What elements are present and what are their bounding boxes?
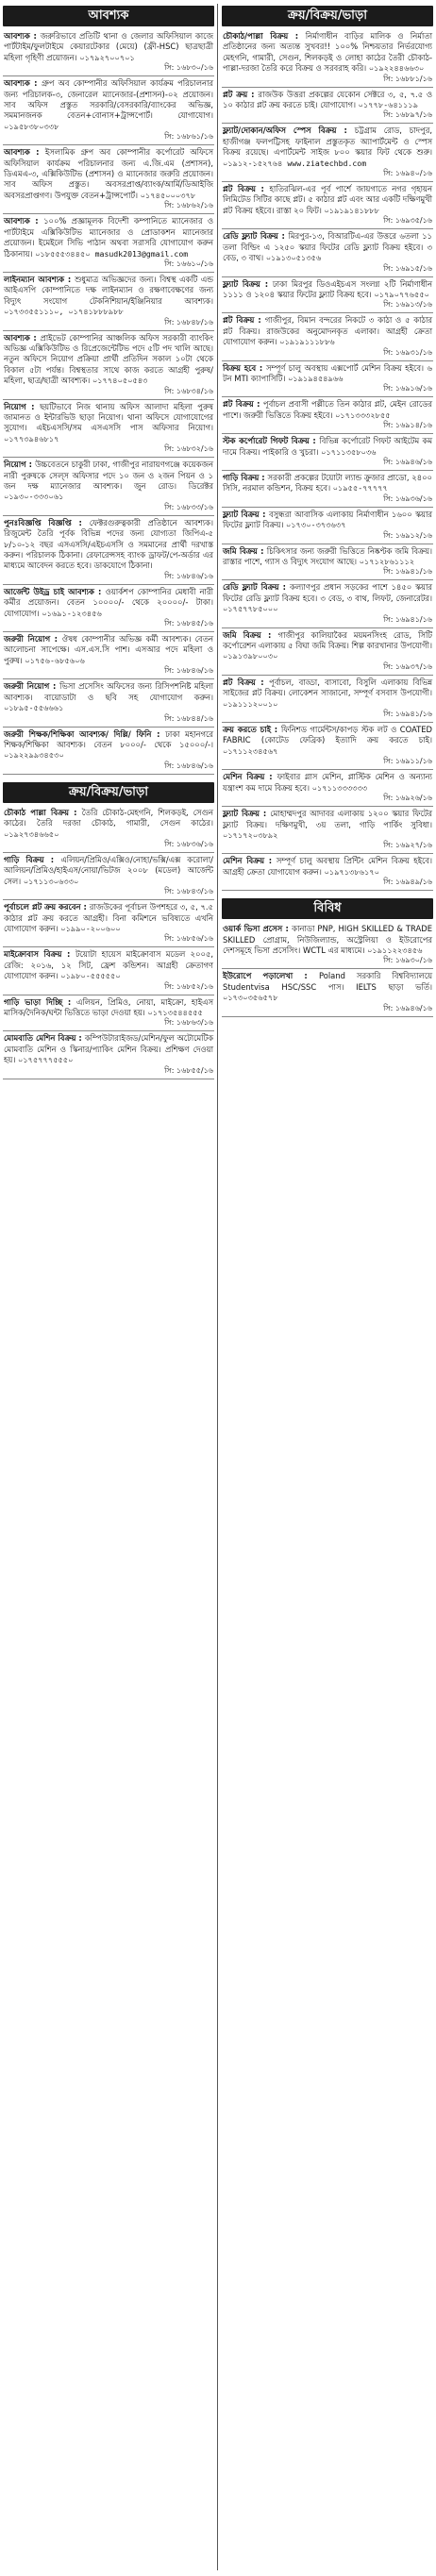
misc-ads-list: [222, 922, 433, 1016]
ad-body: ছয়টিভাবে নিজ থানায় অফিস আলাদা মহিলা পুরুষ জামানত ও ইন্টারভিউ ছাড়া নিয়োগ। থানা অফিসে যোগাযোগের সুযোগ। এইচএসসি/সম এসএসসি পাস অফিসার নিয়োগ।: [4, 401, 213, 433]
ad-title: মোমবাতি মেশিন বিক্রয় :: [4, 1033, 85, 1044]
ad-title: জরুরী শিক্ষক/শিক্ষিকা আবশ্যক/ দিল্লি/ ফিনি :: [4, 728, 166, 739]
ad-reference: সি: ১৬৯২৬/১৬: [383, 794, 432, 803]
ad-reference: সি: ১৬৯১১/১৬: [383, 757, 432, 766]
ad-phone: ০১৭৭৪০৫০৫৪৩: [92, 376, 148, 386]
classified-ad: [3, 632, 214, 679]
ad-body: হাতিরঝিল-এর পূর্ব পার্শে জায়গাতে নগর গৃহায়ন লিমিটেড সিটির কাছে প্লট। ৫ কাঠার প্লট এবং আর একটি দক্ষিণমুখী প্লট বিক্রয় হইবে। রাস্তা ২০ ফিট।: [223, 184, 432, 215]
ad-reference: সি: ১৬৮৩৩/১৬: [164, 502, 213, 511]
ad-reference: সি: ১৬৮৫৬/১৬: [164, 934, 213, 944]
ad-title: বিক্রয় হবে :: [223, 362, 267, 373]
classified-ad: [222, 434, 433, 471]
ad-title: ফ্ল্যাট বিক্রয় :: [223, 509, 269, 519]
classified-ad: [3, 900, 214, 947]
ad-title: আবশ্যক :: [4, 332, 41, 343]
ad-reference: সি: ১৬৮৪৫/১৬: [164, 619, 213, 628]
ad-phone: ০১৯৫৮৩৮০৩৩৮: [4, 121, 59, 131]
ad-body: মিরপুর-১৩, বিআরটিএ-এর উত্তরে ৬তলা ১১ তলা বিল্ডিং এ ১২৫০ স্কয়ার ফিটের রেডি ফ্ল্যাট বিক্রয় হইবে। ৩ বেড, ৩ বাথ।: [223, 231, 432, 263]
ad-reference: সি: ১৬৯১৫/১৬: [383, 263, 432, 273]
classified-ad: [222, 723, 433, 770]
ad-title: জমি বিক্রয় :: [223, 629, 278, 640]
ad-reference: সি: ১৬৮৮১/১৬: [383, 74, 432, 83]
ad-body: ঔষধ কোম্পানীর অভিজ্ঞ কর্মী আবশ্যক। বেতন আলোচনা সাপেক্ষে। এস.এস.সি পাশ। এসআর পদে মহিলা ও পুরুষ।: [4, 634, 213, 665]
ad-phone: ০১৭৫৭৭৭৫৫৫০: [18, 1055, 74, 1065]
ad-email[interactable]: masudk2013@gmail.com: [94, 248, 189, 259]
ad-website[interactable]: www.ziatechbd.com: [287, 158, 367, 168]
classified-ad: [3, 458, 214, 516]
ad-body: ভিসা প্রসেসিং অফিসের জন্য রিসিপশনিষ্ট মহিলা আবশ্যক। বায়োডাটা ও ছবি সহ যোগাযোগ করুন।: [4, 681, 213, 702]
ad-phone: ০১৯১১২২৩৪৫৬: [367, 945, 423, 955]
ad-reference: সি: ১৬৮৩৬/১৬: [164, 839, 213, 848]
ad-phone: ০১৯২৭৩৪৬৬৫০: [4, 828, 59, 839]
ad-reference: সি: ১৬৮৩২/১৬: [164, 444, 213, 454]
classified-ad: [3, 516, 214, 585]
ad-title: মাইক্রোবাস বিক্রয় :: [4, 949, 75, 960]
ad-body: কানাডা PNP, HIGH SKILLED & TRADE SKILLED প্রোগ্রাম, নিউজিল্যান্ড, অস্ট্রেলিয়া ও ইউরোপের দেশসমূহে ভিসা প্রসেসিং। WCTL এর মাধ্যমে।: [223, 924, 432, 955]
ad-title: গাড়ি বিক্রয় :: [4, 854, 61, 864]
ad-phone: ০১৬৯১-১২৩৪৫৬: [42, 608, 102, 618]
classified-ad: [222, 88, 433, 125]
ad-title: জমি বিক্রয় :: [223, 545, 267, 556]
ad-title: প্লট বিক্রয় :: [223, 677, 270, 687]
ad-title: ওয়ার্ক ভিসা প্রসেস :: [223, 924, 293, 934]
classified-ad: [222, 628, 433, 676]
classified-ad: [222, 969, 433, 1016]
ad-title: ফ্ল্যাট বিক্রয় :: [223, 278, 273, 289]
buy-sell-ads-list-left: [3, 806, 214, 1079]
ad-reference: সি: ১৬৯২৭/১৬: [383, 841, 432, 850]
ad-title: পুনঃবিজ্ঞপ্তি বিজ্ঞপ্তি :: [4, 517, 90, 527]
ad-reference: সি: ১৬৮৪৩/১৬: [164, 887, 213, 896]
right-column: [222, 4, 433, 1017]
ad-phone: ০১৭৩০৩৫৬৫৭৮: [223, 993, 278, 1003]
ad-reference: সি: ১৬৮৪৮/১৬: [164, 317, 213, 326]
ad-phone: ০১৯২২৯৯৩৪৫৩০: [4, 750, 64, 761]
ad-phone: ০১৮৯৫-৫৫৬৬৬১: [4, 703, 64, 713]
ad-body: মোহাম্মদপুর আদাবর এলাকায় ১২০০ স্কয়ার ফিটের ফ্ল্যাট বিক্রয়। দক্ষিণমুখী, ৩য় তলা, গাড়ি পার্কিং সুবিধা।: [223, 809, 432, 829]
ad-reference: সি: ১৬৯৩৭/১৬: [383, 661, 432, 671]
ad-reference: সি: ১৬৯৩৫/১৬: [383, 216, 432, 226]
ad-reference: সি: ১৬৯৪৬/১৬: [383, 457, 432, 466]
ad-body: সম্পূর্ণ চালু অবস্থায় এক্সপোর্ট মেশিন বিক্রয় হইবে। ৬ টন MTI ক্যাপাসিটি।: [223, 362, 432, 383]
ad-phone: ০১৯১৩৯৮০০৩০: [223, 651, 278, 661]
ad-phone: ০১৯১১১২০০১০: [223, 698, 278, 709]
classified-ad: [3, 273, 214, 331]
ad-phone: ০১৭১১৩০৬৩৩০: [23, 876, 79, 886]
buy-sell-ads-list-right: [222, 29, 433, 891]
ad-title: স্টক কর্পোরেট গিফট বিক্রয় :: [223, 436, 320, 446]
classified-ad: [3, 853, 214, 900]
ad-phone: ০১৭৫৭৭৮৫০০০: [223, 604, 278, 614]
ad-reference: সি: ১৬৮৯৭/১৬: [383, 110, 432, 120]
ad-title: রেডি ফ্ল্যাট বিক্রয় :: [223, 582, 290, 593]
ad-title: লাইনম্যান আবশ্যক :: [4, 274, 75, 284]
ad-reference: সি: ১৬৯৩১/১৬: [383, 347, 432, 357]
classified-ad: [222, 676, 433, 723]
ad-phone: ০১৯১৩০৫১৩৫৬: [265, 253, 322, 263]
ad-phone: ০১৯১৯১৪১৮৮৮: [324, 205, 379, 215]
ad-phone: ০১৮৫৫৫৩৪৪৫০: [35, 248, 95, 259]
classified-ad: [3, 400, 214, 459]
section-title-buy-sell-rent-right: ক্রয়/বিক্রয়/ভাড়া: [222, 6, 433, 26]
ad-title: পূর্বাচলে প্লট ক্রয় করবেন :: [4, 902, 90, 912]
ad-reference: সি: ১৬৯৩০/১৬: [383, 956, 432, 965]
ad-title: ফ্ল্যাট বিক্রয় :: [223, 809, 271, 819]
ad-title: আর্জেন্ট উইড্র চাই আবশ্যক :: [4, 586, 106, 596]
classified-ad: [3, 728, 214, 775]
ad-body: ঢাকা মিরপুর ডিওএইচএস সংলগ্ন ২টি নির্মাণাধীন ১১১১ ও ১২০৪ স্কয়ার ফিটের ফ্ল্যাট বিক্রয় হবে।: [223, 278, 432, 299]
ad-title: প্লট বিক্রয় :: [223, 315, 265, 326]
ad-phone: ০১৭১৭২০৩৮৯২: [223, 829, 278, 840]
ad-reference: সি: ১৬৮৪৬/১৬: [164, 571, 213, 580]
ad-body: রাজউক উত্তরা প্রকল্পের যেকোন সেক্টরে ৩, ৫, ৭.৫ ও ১০ কাঠার প্লট ক্রয় করতে চাই। যোগাযোগ।: [223, 89, 432, 110]
classified-ad: [3, 1031, 214, 1079]
ad-phone: ০১৭১১৩৫৮০৩৬: [321, 446, 377, 457]
ad-phone: ০১৯৯০-২০০৬০০: [60, 923, 121, 933]
ad-phone: ০১৯৮০-৫৫৫৫৫০: [60, 971, 121, 981]
classified-ad: [3, 995, 214, 1032]
ad-title: প্লট বিক্রয় :: [223, 399, 263, 410]
classified-ad: [222, 29, 433, 88]
ad-body: ফিনিশড গার্মেন্টস/কাপড় স্টক লট ও COATED FABRIC (কোটেড ফেব্রিক) ইত্যাদি ক্রয় করতে চাই।: [223, 725, 433, 745]
ad-reference: সি: ১৬৮৪৬/১৬: [164, 761, 213, 770]
ad-phone: ০১৭৫৬-৬৮৫৬০৬: [25, 655, 85, 665]
ad-body: ১০০% প্রজ্ঞামূলক বিদেশী কম্পানিতে ম্যানেজার ও পার্টটাইমে এক্সিকিউটিভ ম্যানেজার ও প্রোডাকশন ম্যানেজার প্রয়োজন। ইমেইলে সিভি পাঠান অথবা সরাসরি যোগাযোগ করুন ঠিকানায়।: [4, 216, 213, 259]
ad-body: পূর্বাচল প্রবাসী পল্লীতে তিন কাঠার প্লট, মেইন রোডের পাশে। জরুরী ভিত্তিতে বিক্রয় হইবে।: [223, 399, 432, 420]
ad-body: সরকারী প্রকল্পের টয়োটা ল্যান্ড ক্রুজার প্রাডো, ২৪০০ সিসি, নরমাল কন্ডিশন, বিক্রয় হবে।: [223, 472, 432, 493]
ad-phone: ০১৭৪৫০০০৩৭৮: [140, 190, 196, 200]
classified-ad: [222, 770, 433, 807]
ad-reference: সি: ১৬৮৬৩/১৬: [164, 1018, 213, 1028]
ad-phone: ০১৭৩৩৫৫১১১০, ০১৭৪১৮৮৮৯৮৮: [4, 307, 124, 317]
ad-reference: সি: ১৬৮৫২/১৬: [164, 981, 213, 991]
ad-phone: ০১৯১৯৪৫৪৯৬৬: [288, 373, 344, 383]
ad-reference: সি: ১৬৯৪০/১৬: [383, 169, 432, 178]
ad-title: নিয়োগ :: [4, 460, 36, 470]
ad-title: আবশ্যক :: [4, 78, 42, 89]
ad-body: প্রাইভেট কোম্পানির আঞ্চলিক অফিস সরকারী ব্যাংকিং অভিজ্ঞ এক্সিকিউটিভ ও রিপ্রেজেন্টেটিভ পদে ৫টি পদ খালি আছে। নতুন অফিসে নিয়োগ প্রক্রিয়া প্রার্থী প্রতিদিন সকাল ১০টা থেকে বিকাল ৫টা পর্যন্ত। বিশ্বস্থতার সাথে কাজ করতে আগ্রহী পুরুষ/মহিলা, ছাত্র/ছাত্রী আবশ্যক।: [4, 332, 214, 386]
ad-reference: সি: ১৬৯৪৯/১৬: [383, 878, 432, 887]
ad-reference: সি: ১৬৯৪১/১৬: [383, 614, 432, 624]
ad-body: বিভিন্ন কর্পোরেট গিফট আইটেম কম দামে বিক্রয়। পাইকারি ও খুচরা।: [223, 436, 432, 457]
ad-reference: সি: ১৬৮৩০/১৬: [164, 63, 213, 73]
ad-title: জরুরী নিয়োগ :: [4, 681, 60, 692]
ad-phone: ০১৯১২-১৫২৭৬৪: [223, 158, 288, 168]
wanted-ads-list: [3, 29, 214, 775]
ad-body: ফাইবার গ্লাস মেশিন, প্লাস্টিক মেশিন ও অন্যান্য যন্ত্রাংশ কম দামে বিক্রয় হবে।: [223, 772, 432, 793]
ad-reference: সি: ১৬৮৬১/১৬: [164, 132, 213, 142]
ad-reference: সি: ১৬৯১৩/১৬: [383, 300, 432, 309]
ad-body: টয়োটা হায়েস মাইক্রোবাস মডেল ২০০৫, রেজি: ২০১৬, ১২ সিট, ফ্রেশ কন্ডিশন। আগ্রহী ক্রেতাগণ যোগাযোগ করুন।: [4, 949, 213, 981]
ad-title: প্লট ক্রয় :: [223, 89, 259, 99]
ad-title: গাড়ি বিক্রয় :: [223, 472, 268, 482]
ad-reference: সি: ১৬৯৩৬/১৬: [383, 493, 432, 503]
ad-reference: সি: ১৬৬১০/১৬: [164, 259, 213, 268]
ad-phone: ০১৯৩০-৩৩৩০৬১: [4, 492, 64, 502]
ad-reference: সি: ১৬৯৪১/১৬: [383, 567, 432, 577]
classified-ad: [222, 471, 433, 508]
ad-reference: সি: ১৬৯১৬/১৬: [383, 384, 432, 393]
ad-title: মেশিন বিক্রয় :: [223, 772, 277, 782]
classified-ad: [222, 397, 433, 434]
classified-ad: [3, 145, 214, 214]
classified-ad: [222, 277, 433, 314]
ad-body: গাজীপুর, বিমান বন্দরের নিকটে ৩ কাঠা ও ৫ কাঠার প্লট বিক্রয়। রাজউকের অনুমোদনকৃত এলাকা। আগ্রহী ক্রেতা যোগাযোগ করুন।: [223, 315, 432, 347]
ad-body: এলিয়ন/প্রিমিও/এক্সিও/নোহা/ভক্সি/এক্স করোলা/আলিয়ন/প্রিমিও/হাইএস/নোয়া/ভিটজ ২০০৮ (মডেল) আর্জেন্ট সেল।: [4, 854, 213, 886]
ad-title: ফ্ল্যাট/দোকান/অফিস স্পেস বিক্রয় :: [223, 125, 355, 136]
classified-ad: [3, 331, 214, 400]
ad-body: গাজীপুর কালিয়াকৈর ময়মনসিংহ রোড, সিটি কর্পোরেশন এলাকায় ৫ বিঘা জমি বিক্রয়। শিল্প কারখানার উপযোগী।: [223, 629, 432, 651]
ad-body: চট্টগ্রাম রোড, চাদপুর, হাজীগঞ্জ ফলপট্টিসহ ফাইনাল প্রস্তুতকৃত অ্যাপার্টমেন্ট ও স্পেস বিক্রয় রয়েছে। এপার্টমেন্ট সাইজ ৮০০ স্কয়ার ফিট থেকে শুরু।: [223, 125, 432, 158]
ad-reference: সি: ১৬৯১৪/১৬: [383, 421, 432, 430]
ad-title: মেশিন বিক্রয় :: [223, 856, 277, 866]
classified-ad: [222, 229, 433, 276]
ad-body: উচ্চবেতনে চাকুরী ঢাকা, গাজীপুর নারায়ণগঞ্জে কয়েকজন নারী পুরুষকে সেল্স অফিসার পদে ১০ জন ও ২জন পিয়ন ও ১ জন দক্ষ ম্যানেজার আবশ্যক। জুন রোড। ডিরেক্টর: [4, 460, 214, 491]
ad-reference: সি: ১৬৮৬২/১৬: [164, 201, 213, 210]
ad-title: রেডি ফ্ল্যাট বিক্রয় :: [223, 231, 289, 242]
ad-body: ওয়ার্কশপ কোম্পানির মেধাবী নারী কর্মীর প্রয়োজন। বেতন ১০০০০/- থেকে ২০০০০/- টাকা। যোগাযোগ।: [4, 586, 213, 618]
ad-phone: ০১৭৯২৭০০৭০১: [79, 52, 135, 62]
ad-phone: ০১৯২২৪৪৬৬৩০: [368, 63, 425, 74]
ad-title: গাড়ি ভাড়া দিচ্ছি :: [4, 996, 76, 1007]
ad-phone: ০১৭৭৩৯৪৬৮১৭: [4, 433, 59, 443]
classified-ad: [222, 313, 433, 360]
ad-phone: ০১৭৭৮-৬৪১১১৯: [358, 100, 419, 110]
ad-reference: সি: ১৬৯৪৬/১৬: [383, 1003, 432, 1012]
classified-ad: [3, 585, 214, 632]
ad-body: ইসলামিক গ্রুপ অব কোম্পানীর কর্পোরেট অফিসে অফিসিয়াল কার্যক্রম পরিচালনার জন্য এ.জি.এম (প্রশাসন), ডিএমএ-৩, এক্সিকিউটিভ (প্রশাসন) ও ম্যানেজার জরুরি প্রয়োজন। সাব অফিস প্রস্তুত। অবসরপ্রাপ্ত/ব্যাংক/আর্মি/ডিআইজি অবসরপ্রাপ্তগণ। উপযুক্ত বেতন+ট্রান্সপোর্ট।: [4, 147, 213, 200]
ad-body: বসুন্ধরা আবাসিক এলাকায় নির্মাণাধীন ১৬০০ স্কয়ার ফিটের ফ্ল্যাট বিক্রয়।: [223, 509, 432, 530]
left-column: [3, 4, 214, 1079]
ad-phone: ০১৯১৯১১১৮৮৬: [279, 337, 335, 347]
column-divider: [217, 4, 218, 2570]
section-title-misc: বিবিধ: [222, 898, 433, 919]
ad-title: ক্রয় করতে চাই :: [223, 725, 281, 735]
ad-body: সম্পূর্ণ চালু অবস্থায় প্রিন্টিং মেশিন বিক্রয় হইবে। আগ্রহী ক্রেতা যোগাযোগ করুন।: [223, 856, 432, 877]
ad-phone: ০১৭১১৩৩৩৩৩৩: [311, 782, 368, 793]
ad-body: শুধুমাত্র অভিজ্ঞদের জন্য। বিশ্বস্থ একটি এন্ড আইএসপি কোম্পানিতে দক্ষ লাইনম্যান ও রক্ষণাবেক্ষণের জন্য বিদ্যুৎ সংযোগ টেকনিশিয়ান/ইঞ্জিনিয়ার আবশ্যক।: [4, 274, 213, 306]
ad-body: গ্রুপ অব কোম্পানীর অফিসিয়াল কার্যক্রম পরিচালনার জন্য পরিচালক-৩, জেনারেল ম্যানেজার-(প্রশাসন)-০২ প্রয়োজন। সাব অফিস প্রস্তুত সরকারি/বেসরকারি/ব্যাংকের অভিজ্ঞ, সমমানজনক বেতন+বোনাস+ট্রান্সপোর্ট। যোগাযোগ।: [4, 78, 213, 121]
ad-reference: সি: ১৬৮৩৪/১৬: [164, 386, 213, 395]
ad-reference: সি: ১৬৯১২/১৬: [383, 530, 432, 540]
classified-ad: [222, 544, 433, 581]
classified-ad: [222, 182, 433, 229]
ad-phone: ০১৭১৩৫৪৪৫৫৫: [147, 1008, 203, 1017]
ad-title: প্লট বিক্রয় :: [223, 184, 270, 194]
ad-reference: সি: ১৬৮৪৬/১৬: [164, 666, 213, 676]
classified-ad: [3, 29, 214, 76]
ad-phone: ০১৭৩০-৩৭৩৬৩৭: [286, 520, 346, 530]
ad-body: ফেক্টরগুরুত্বকারী প্রতিষ্ঠানে আবশ্যক। রিজুমেন্ট তৈরি পূর্বক বিভিন্ন পদের জন্য যোগ্যতা জিপিএ-৫ ৮/১০-১২ বছর এসএসসি/এইচএসসি ও সমমানের প্রার্থী দরখাস্ত করুন। পরিচালক ঠিকানা। রেফারেন্সসহ ব্যাংক ড্রাফট/পে-অর্ডার এর মাধ্যমে আবেদন করতে হবে। ডাকযোগে ঠিকানা।: [4, 517, 214, 571]
ad-title: জরুরী নিয়োগ :: [4, 634, 62, 644]
classified-ad: [222, 854, 433, 891]
ad-title: আবশ্যক :: [4, 216, 44, 226]
classified-ad: [3, 806, 214, 853]
ad-title: চৌকাঠ/পাল্লা বিক্রয় :: [223, 31, 306, 41]
classified-ad: [3, 76, 214, 145]
section-title-buy-sell-rent-left: ক্রয়/বিক্রয়/ভাড়া: [3, 782, 214, 803]
section-title-wanted: আবশ্যক: [3, 6, 214, 26]
ad-body: কম্পিউটারাইজড/মেশিন/ফুল অটোমেটিক মোমবাতি মেশিন ও স্কিনার/প্যাকিং মেশিন বিক্রয়। প্রশিক্ষণ দেওয়া হয়।: [4, 1033, 213, 1065]
ad-reference: সি: ১৬৯৪১/১৬: [383, 710, 432, 719]
ad-phone: ০১৭১৩৩৩২৮৫৫: [335, 410, 391, 420]
ad-phone: ০১৭৯০৭৭৬৫৫০: [374, 289, 429, 299]
ad-title: চৌকাঠ পাল্লা বিক্রয় :: [4, 807, 82, 817]
ad-body: রাজউকের পূর্বাচল উপশহরে ৩, ৫, ৭.৫ কাঠার প্লট ক্রয় করতে আগ্রহী। বিনা কমিশনে ভবিষ্যতে এখনি যোগাযোগ করুন।: [4, 902, 213, 933]
ad-title: ইউরোপে পড়ালেখা :: [223, 971, 319, 981]
ad-body: তৈরি চৌকাঠ-মেহগনি, শিলকড়ই, সেগুন কাঠের। তৈরি দরজা চৌকাঠ, গামারী, সেগুন কাঠের।: [4, 807, 213, 828]
classified-ad: [222, 124, 433, 182]
classified-ad: [3, 679, 214, 727]
ad-body: ঢাকা মহানগরে শিক্ষক/শিক্ষিকা আবশ্যক। বেতন ৮০০০/- থেকে ১৫০০০/-।: [4, 728, 213, 749]
ad-body: নির্মাণাধীন বাড়ির মালিক ও নির্মাতা প্রতিষ্ঠানের জন্য অত্যন্ত সুখবর!! ১০০% নিশ্চয়তার নির্ভরযোগ্য মেহগনি, গামারী, সেগুন, শিলকড়ই ও লোহা কাঠের তৈরী চৌকাঠ-পাল্লা-দরজা তৈরি করে বিক্রয় ও সরবরাহ করি।: [223, 31, 432, 74]
ad-body: এলিয়ন, প্রিমিও, নোয়া, মাইক্রো, হাইএস মাসিক/দৈনিক/ঘন্টা ভিত্তিতে ভাড়া দেওয়া হয়।: [4, 996, 213, 1017]
ad-body: জরুরিভাবে প্রতিটি থানা ও জেলার অফিসিয়াল কাজে পার্টটাইম/ফুলটাইমে কেয়ারটেকার (মেয়ে) (ফ্রী-HSC) ছাত্রছাত্রী মহিলা গৃহিণী প্রয়োজন।: [4, 31, 213, 62]
ad-phone: ০১৯৭১৩৮৬১৭০: [324, 866, 380, 877]
ad-title: আবশ্যক :: [4, 31, 41, 41]
ad-body: কল্যাণপুর প্রধান সড়কের পাশে ১৪৫০ স্কয়ার ফিটের রেডি ফ্ল্যাট বিক্রয় হবে। ৩ বেড, ৩ বাথ, লিফট, জেনারেটর।: [223, 582, 432, 603]
ad-title: আবশ্যক :: [4, 147, 45, 158]
ad-body: পূর্বাচল, বাড্ডা, বাসাবো, বিসুলি এলাকায় বিভিন্ন সাইজের প্লট বিক্রয়। লোকেশন সাজানো, সম্পূর্ণ বসবাস উপযোগী।: [223, 677, 432, 698]
classified-ad: [222, 508, 433, 544]
ad-title: নিয়োগ :: [4, 401, 41, 411]
ad-phone: ০১৯৫৫-৭৭৭৭৭: [332, 483, 388, 493]
ad-body: চিকিৎসার জন্য জরুরী ভিত্তিতে নিষ্কণ্টক জমি বিক্রয়। রাস্তার পাশে, গ্যাস ও বিদ্যুৎ সংযোগ আছে।: [223, 545, 432, 566]
ad-phone: ০১৭১১২৩৪৫৬৭: [223, 745, 278, 756]
classified-ad: [3, 214, 214, 273]
ad-phone: ০১৭১২৮৬১১১২: [359, 557, 415, 566]
ad-reference: সি: ১৬৮৪৪/১৬: [164, 713, 213, 723]
ad-reference: সি: ১৬৮৫৫/১৬: [164, 1065, 213, 1075]
ad-body: Poland সরকারি বিশ্ববিদ্যালয়ে Studentvisa HSC/SSC পাস। IELTS ছাড়া ভর্তি।: [223, 971, 433, 992]
classified-ad: [222, 807, 433, 854]
classified-ad: [222, 922, 433, 969]
classified-ad: [222, 361, 433, 398]
classified-ad: [222, 580, 433, 627]
classified-ad: [3, 947, 214, 995]
